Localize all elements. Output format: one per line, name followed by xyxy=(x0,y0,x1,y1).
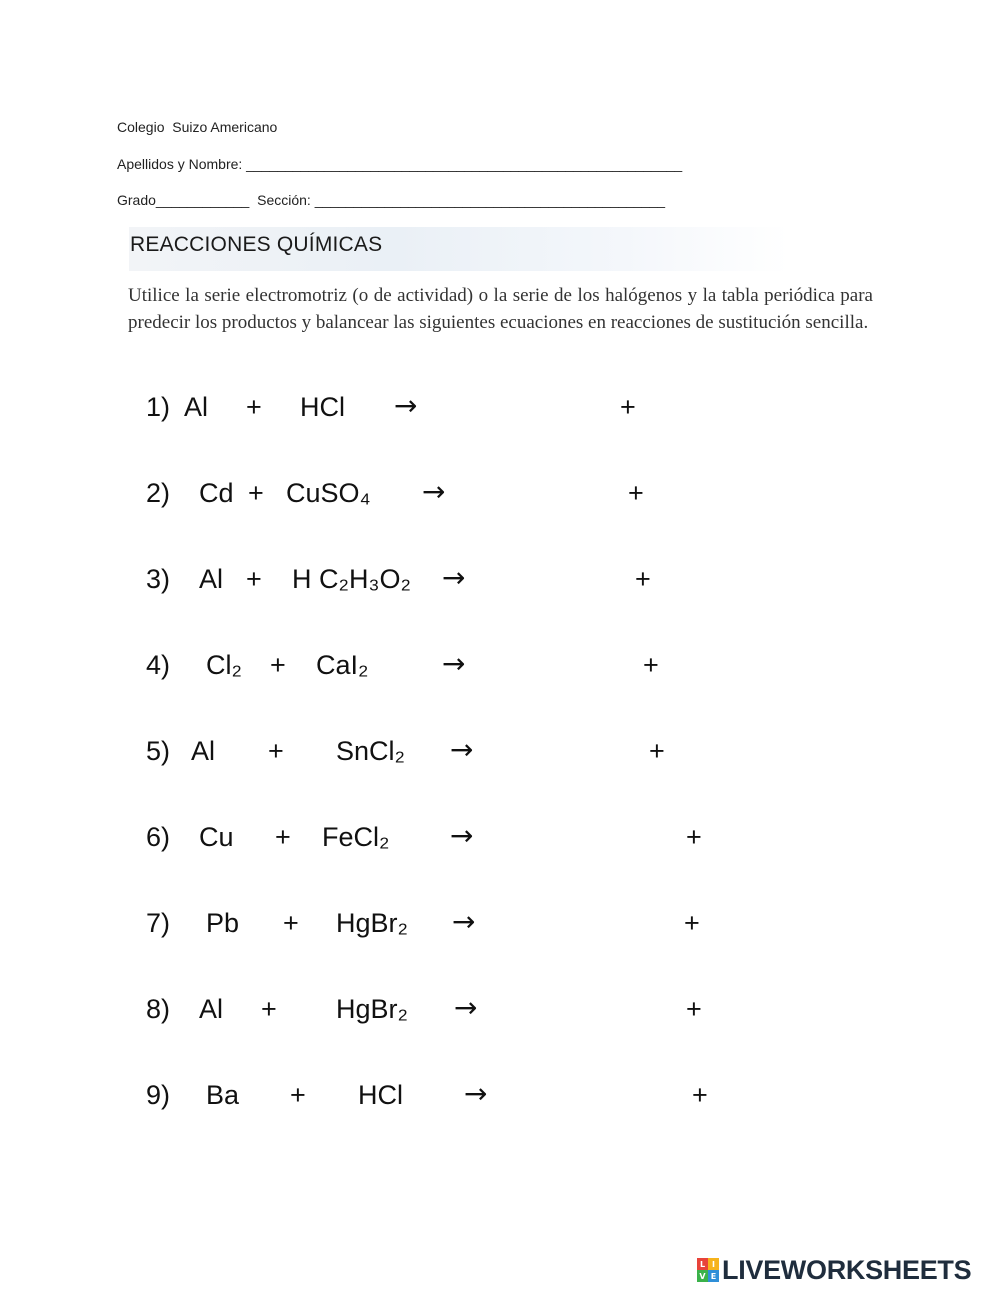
equation-number: 7) xyxy=(146,908,171,938)
liveworksheets-logo-icon xyxy=(697,1258,719,1282)
reactant-1: Pb xyxy=(206,908,240,938)
reactant-1: Al xyxy=(184,392,209,422)
reactant-1: Cl₂ xyxy=(206,650,242,680)
logo-tile-v: V xyxy=(697,1270,708,1282)
product-plus-sign: + xyxy=(686,822,702,852)
reaction-arrow-icon: → xyxy=(450,733,474,766)
plus-sign: + xyxy=(261,994,277,1024)
title-banner xyxy=(129,227,789,271)
plus-sign: + xyxy=(248,478,264,508)
reactant-2: H C₂H₃O₂ xyxy=(292,564,411,594)
plus-sign: + xyxy=(290,1080,306,1110)
equation-row xyxy=(146,475,746,518)
equation-row xyxy=(146,905,746,948)
logo-tile-l: L xyxy=(697,1258,708,1270)
reactant-2: HCl xyxy=(358,1080,403,1110)
product-plus-sign: + xyxy=(620,392,636,422)
reactant-2: CaI₂ xyxy=(316,650,369,680)
reaction-arrow-icon: → xyxy=(442,647,466,680)
school-name: Colegio Suizo Americano xyxy=(117,119,278,135)
reactant-2: CuSO₄ xyxy=(286,478,371,508)
reactant-2: HCl xyxy=(300,392,345,422)
equation-row xyxy=(146,647,746,690)
equation-row xyxy=(146,389,746,432)
instructions-text: Utilice la serie electromotriz (o de actividad) o la serie de los halógenos y la tabla periódica para predecir los productos y balancear las siguientes ecuaciones en reacciones de sustitución sencilla. xyxy=(128,285,873,333)
reaction-arrow-icon: → xyxy=(450,819,474,852)
reactant-1: Al xyxy=(191,736,216,766)
product-plus-sign: + xyxy=(684,908,700,938)
equation-number: 5) xyxy=(146,736,171,766)
equation-row xyxy=(146,561,746,604)
equation-row xyxy=(146,1077,746,1120)
product-plus-sign: + xyxy=(628,478,644,508)
product-plus-sign: + xyxy=(686,994,702,1024)
page-title: REACCIONES QUÍMICAS xyxy=(130,233,383,256)
liveworksheets-logo xyxy=(697,1255,971,1285)
reaction-arrow-icon: → xyxy=(464,1077,488,1110)
reaction-arrow-icon: → xyxy=(452,905,476,938)
plus-sign: + xyxy=(268,736,284,766)
equation-row xyxy=(146,991,746,1034)
equation-number: 6) xyxy=(146,822,171,852)
name-field-line[interactable]: Apellidos y Nombre: ________________________________________________________ xyxy=(117,156,683,172)
reactant-1: Cd xyxy=(199,478,234,508)
equation-number: 4) xyxy=(146,650,171,680)
reactant-2: HgBr₂ xyxy=(336,908,408,938)
reaction-arrow-icon: → xyxy=(442,561,466,594)
product-plus-sign: + xyxy=(643,650,659,680)
reactant-1: Ba xyxy=(206,1080,240,1110)
equation-number: 8) xyxy=(146,994,171,1024)
logo-tile-e: E xyxy=(708,1270,719,1282)
reactant-2: FeCl₂ xyxy=(322,822,390,852)
plus-sign: + xyxy=(283,908,299,938)
reaction-arrow-icon: → xyxy=(454,991,478,1024)
reactant-1: Cu xyxy=(199,822,234,852)
equation-row xyxy=(146,819,746,862)
equation-number: 9) xyxy=(146,1080,171,1110)
product-plus-sign: + xyxy=(649,736,665,766)
plus-sign: + xyxy=(246,392,262,422)
equation-number: 3) xyxy=(146,564,171,594)
reaction-arrow-icon: → xyxy=(394,389,418,422)
logo-tile-i: I xyxy=(708,1258,719,1270)
equation-number: 2) xyxy=(146,478,171,508)
plus-sign: + xyxy=(270,650,286,680)
plus-sign: + xyxy=(246,564,262,594)
equation-number: 1) xyxy=(146,392,171,422)
reactant-2: SnCl₂ xyxy=(336,736,406,766)
grade-section-line[interactable]: Grado____________ Sección: _____________________________________________ xyxy=(117,192,666,208)
equation-row xyxy=(146,733,746,776)
logo-text: LIVEWORKSHEETS xyxy=(722,1254,972,1285)
reaction-arrow-icon: → xyxy=(422,475,446,508)
reactant-1: Al xyxy=(199,564,224,594)
reactant-2: HgBr₂ xyxy=(336,994,408,1024)
product-plus-sign: + xyxy=(635,564,651,594)
product-plus-sign: + xyxy=(692,1080,708,1110)
plus-sign: + xyxy=(275,822,291,852)
reactant-1: Al xyxy=(199,994,224,1024)
